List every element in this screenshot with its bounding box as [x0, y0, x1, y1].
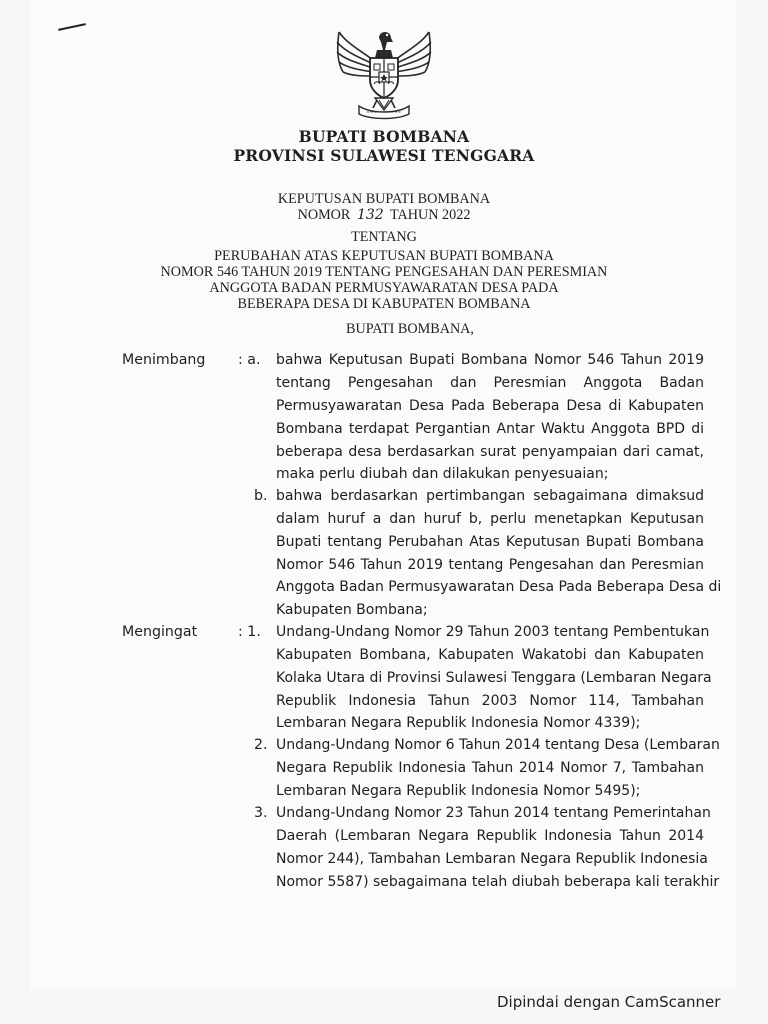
- clause-line: Anggota Badan Permusyawaratan Desa Pada Beberapa Desa di: [276, 579, 722, 595]
- clause-line: Daerah (Lembaran Negara Republik Indonesia Tahun 2014: [276, 828, 704, 844]
- tentang-label: TENTANG: [351, 229, 417, 245]
- item-marker: : a.: [238, 352, 261, 368]
- subject-line: ANGGOTA BADAN PERMUSYAWARATAN DESA PADA: [209, 280, 559, 296]
- clause-line: Kolaka Utara di Provinsi Sulawesi Tenggara (Lembaran Negara: [276, 670, 712, 686]
- decree-title: KEPUTUSAN BUPATI BOMBANA: [277, 191, 491, 207]
- clause-line: Nomor 546 Tahun 2019 tentang Pengesahan dan Peresmian: [276, 557, 704, 573]
- clause-line: Undang-Undang Nomor 23 Tahun 2014 tentang Pemerintahan: [276, 805, 711, 821]
- item-marker: 2.: [254, 737, 268, 753]
- clause-line: beberapa desa berdasarkan surat penyampaian dari camat,: [276, 444, 704, 460]
- office-title: BUPATI BOMBANA: [298, 127, 470, 146]
- garuda-emblem-icon: [333, 22, 435, 122]
- clause-line: dalam huruf a dan huruf b, perlu menetapkan Keputusan: [276, 511, 704, 527]
- menimbang-label: Menimbang: [122, 352, 206, 368]
- nomor-number: 132: [356, 207, 384, 223]
- clause-line: bahwa berdasarkan pertimbangan sebagaimana dimaksud: [276, 488, 704, 504]
- clause-line: Nomor 244), Tambahan Lembaran Negara Republik Indonesia: [276, 851, 708, 867]
- clause-line: Permusyawaratan Desa Pada Beberapa Desa di Kabupaten: [276, 398, 704, 414]
- clause-line: bahwa Keputusan Bupati Bombana Nomor 546 Tahun 2019: [276, 352, 704, 368]
- clause-line: Bombana terdapat Pergantian Antar Waktu Anggota BPD di: [276, 421, 704, 437]
- subject-line: NOMOR 546 TAHUN 2019 TENTANG PENGESAHAN DAN PERESMIAN: [160, 264, 608, 280]
- clause-line: Negara Republik Indonesia Tahun 2014 Nomor 7, Tambahan: [276, 760, 704, 776]
- clause-line: Lembaran Negara Republik Indonesia Nomor 4339);: [276, 715, 641, 731]
- clause-line: Republik Indonesia Tahun 2003 Nomor 114, Tambahan: [276, 693, 704, 709]
- clause-line: Nomor 5587) sebagaimana telah diubah beberapa kali terakhir: [276, 874, 720, 890]
- subject-line: PERUBAHAN ATAS KEPUTUSAN BUPATI BOMBANA: [214, 248, 554, 264]
- province-title: PROVINSI SULAWESI TENGGARA: [233, 146, 535, 165]
- scanner-watermark: Dipindai dengan CamScanner: [497, 993, 721, 1011]
- clause-line: tentang Pengesahan dan Peresmian Anggota Badan: [276, 375, 704, 391]
- decree-number-line: [0, 207, 768, 223]
- clause-line: Undang-Undang Nomor 29 Tahun 2003 tentang Pembentukan: [276, 624, 710, 640]
- item-marker: 3.: [254, 805, 268, 821]
- item-marker: b.: [254, 488, 268, 504]
- clause-line: Bupati tentang Perubahan Atas Keputusan Bupati Bombana: [276, 534, 704, 550]
- clause-line: Lembaran Negara Republik Indonesia Nomor 5495);: [276, 783, 641, 799]
- clause-line: Kabupaten Bombana, Kabupaten Wakatobi dan Kabupaten: [276, 647, 704, 663]
- mengingat-label: Mengingat: [122, 624, 198, 640]
- nomor-suffix: TAHUN 2022: [389, 207, 471, 223]
- clause-line: Undang-Undang Nomor 6 Tahun 2014 tentang Desa (Lembaran: [276, 737, 720, 753]
- item-marker: : 1.: [238, 624, 261, 640]
- clause-line: Kabupaten Bombana;: [276, 602, 428, 618]
- clause-line: maka perlu diubah dan dilakukan penyesuaian;: [276, 466, 609, 482]
- subject-line: BEBERAPA DESA DI KABUPATEN BOMBANA: [237, 296, 531, 312]
- issuer-heading: BUPATI BOMBANA,: [346, 321, 474, 337]
- nomor-prefix: NOMOR: [297, 207, 351, 223]
